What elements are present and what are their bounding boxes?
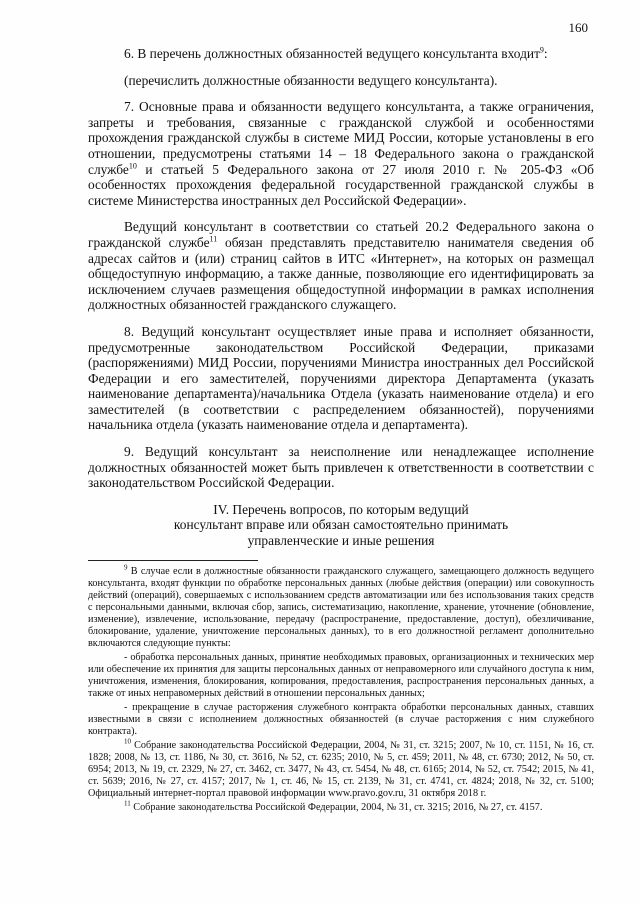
paragraph-9: 9. Ведущий консультант за неисполнение или ненадлежащее исполнение должностных обязанностей может быть привлечен к ответственности в соответствии с законодательством Российской Федерации. xyxy=(88,444,594,491)
paragraph-7-continued: Ведущий консультант в соответствии со статьей 20.2 Федерального закона о гражданской службе$^{11}$ обязан представлять представителю нанимателя сведения об адресах сайтов и (или) страниц сайтов в ИТС «Интернет», на которых он размещал общедоступную информацию, а также данные, позволяющие его идентифицировать за исключением случаев размещения общедоступной информации в рамках исполнения должностных обязанностей гражданского служащего. xyxy=(88,219,594,313)
footnote-ref-11[interactable]: 11 xyxy=(209,234,218,244)
footnote-11: $^{11}$ Собрание законодательства Российской Федерации, 2004, № 31, ст. 3215; 2016, № 27, ст. 4157. xyxy=(124,799,543,813)
section-heading: IV. Перечень вопросов, по которым ведущий консультант вправе или обязан самостоятельно принимать управленческие и иные решения xyxy=(173,501,509,549)
footnote-divider xyxy=(88,560,258,561)
page-number: 160 xyxy=(568,20,588,35)
paragraph-8: 8. Ведущий консультант осуществляет иные права и исполняет обязанности, предусмотренные законодательством Российской Федерации, приказами (распоряжениями) МИД России, поручениями Министра иностранных дел Российской Федерации и его заместителей, поручениями директора Департамента (указать наименование департамента)/начальника Отдела (указать наименование отдела) и его заместителей (в соответствии с распределением обязанностей), поручениями начальника отдела (указать наименование отдела и департамента). xyxy=(88,323,594,433)
paragraph-7: 7. Основные права и обязанности ведущего консультанта, а также ограничения, запреты и требования, связанные с гражданской службой и особенностями прохождения гражданской службы в системе МИД России, которые установлены в его отношении, предусмотрены статьями 14 – 18 Федерального закона о гражданской службе$^{10}$ и статьей 5 Федерального закона от 27 июля 2010 г. № 205-ФЗ «Об особенностях прохождения федеральной государственной гражданской службы в системе Министерства иностранных дел Российской Федерации». xyxy=(88,99,594,208)
footnotes xyxy=(88,563,594,816)
paragraph-6-note: (перечислить должностные обязанности ведущего консультанта). xyxy=(124,72,498,88)
footnote-10: $^{10}$ Собрание законодательства Российской Федерации, 2004, № 31, ст. 3215; 2007, № 10, ст. 1151, № 16, ст. 1828; 2008, № 13, ст. 1186, № 30, ст. 3616, № 52, ст. 6235; 2010, № 5, ст. 459; 2011, № 48, ст. 6730; 2012, № 50, ст. 6954; 2013, № 19, ст. 2329, № 27, ст. 3462, ст. 3477, № 43, ст. 5454, № 48, ст. 6165; 2014, № 52, ст. 7542; 2015, № 41, ст. 5639; 2016, № 27, ст. 4157; 2017, № 1, ст. 46, № 15, ст. 2139, № 31, ст. 4741, ст. 4824; 2018, № 32, ст. 5100; Официальный интернет-портал правовой информации www.pravo.gov.ru, 31 октября 2018 г. xyxy=(88,737,594,799)
footnote-ref-10[interactable]: 10 xyxy=(128,161,137,171)
footnote-ref-9[interactable]: 9 xyxy=(539,45,544,55)
paragraph-6: 6. В перечень должностных обязанностей ведущего консультанта входит$^9$: xyxy=(124,45,548,61)
footnote-9-item-1: - обработка персональных данных, принятие необходимых правовых, организационных и технических мер или обеспечение их принятия для защиты персональных данных от неправомерного или случайного доступа к ним, уничтожения, изменения, блокирования, копирования, предоставления, распространения персональных данных, а также от иных неправомерных действий в отношении персональных данных; xyxy=(88,652,594,699)
footnote-9-item-2: - прекращение в случае расторжения служебного контракта обработки персональных данных, ставших известными в связи с исполнением должностных обязанностей (в случае расторжения с ним служебного контракта). xyxy=(88,702,594,737)
body-text xyxy=(88,46,594,549)
footnote-9: $^9$ В случае если в должностные обязанности гражданского служащего, замещающего должность ведущего консультанта, входят функции по обработке персональных данных (любые действия (операции) или совокупность действий (операций), совершаемых с использованием средств автоматизации или без использования таких средств с персональными данными, включая сбор, запись, систематизацию, накопление, хранение, уточнение (обновление, изменение), извлечение, использование, передачу (распространение, предоставление, доступ), обезличивание, блокирование, удаление, уничтожение персональных данных), то в его должностной регламент дополнительно включаются следующие пункты: xyxy=(88,563,594,649)
